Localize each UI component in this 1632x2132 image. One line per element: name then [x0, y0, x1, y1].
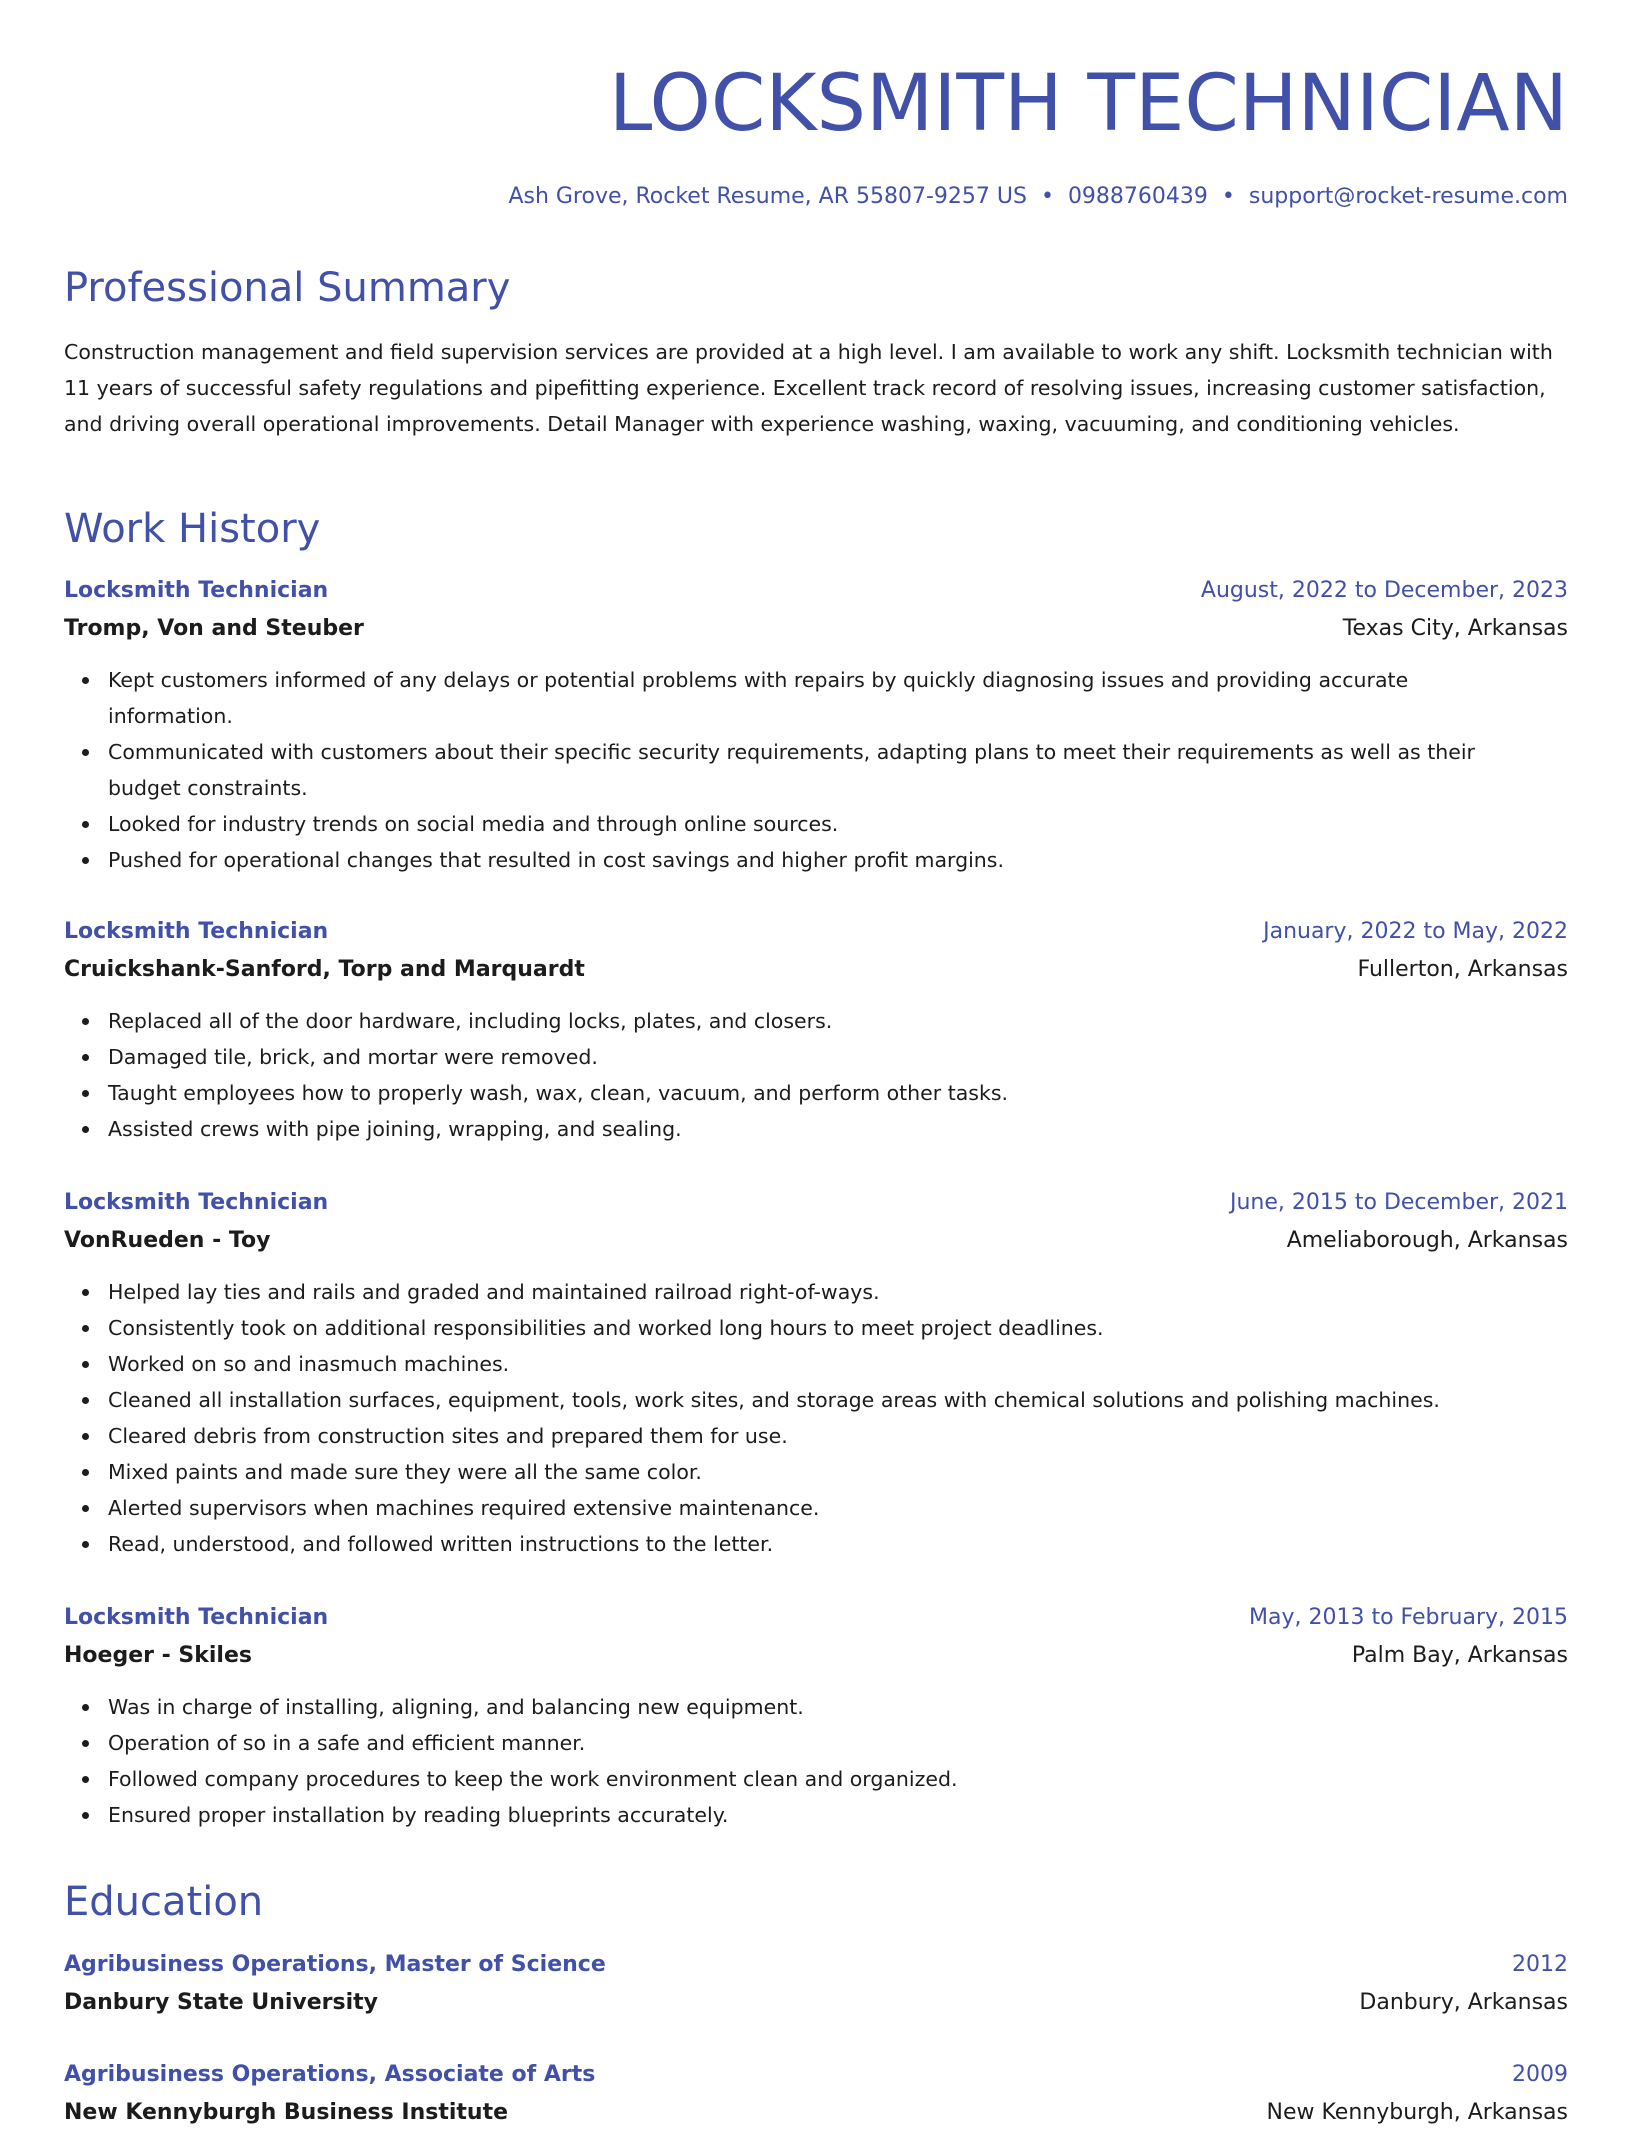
education-school-row — [64, 1984, 1568, 2022]
job-company-row — [64, 1637, 1568, 1675]
job-header-row — [64, 913, 1568, 951]
job-header-row — [64, 572, 1568, 610]
job-bullets — [64, 1003, 1568, 1147]
contact-line — [508, 180, 1568, 214]
job-title: Locksmith Technician — [64, 578, 329, 603]
contact-separator: • — [1040, 184, 1054, 209]
job-bullet: Was in charge of installing, aligning, and balancing new equipment. — [108, 1689, 1568, 1725]
job-title: Locksmith Technician — [64, 919, 329, 944]
job-bullet: Damaged tile, brick, and mortar were removed. — [108, 1039, 1568, 1075]
education-heading: Education — [64, 1879, 264, 1925]
contact-phone: 0988760439 — [1067, 184, 1208, 209]
education-school-row — [64, 2094, 1568, 2132]
education-year: 2012 — [1512, 1952, 1568, 1977]
education-header-row — [64, 2056, 1568, 2094]
education-entry — [64, 2056, 1568, 2132]
job-location: Fullerton, Arkansas — [1357, 957, 1568, 982]
job-bullet: Ensured proper installation by reading blueprints accurately. — [108, 1797, 1568, 1833]
job-bullets — [64, 1689, 1568, 1833]
job-bullet: Operation of so in a safe and efficient manner. — [108, 1725, 1568, 1761]
summary-text: Construction management and field supervision services are provided at a high level. I am available to work any shift. Locksmith technician with 11 years of successful safety regulations and pipefitting experience. Excellent track record of resolving issues, increasing customer satisfaction, and driving overall operational improvements. Detail Manager with experience washing, waxing, vacuuming, and conditioning vehicles. — [64, 340, 1553, 436]
job-bullet: Kept customers informed of any delays or potential problems with repairs by quickly diagnosing issues and providing accurate information. — [108, 662, 1568, 734]
job-title: Locksmith Technician — [64, 1190, 329, 1215]
job-dates: January, 2022 to May, 2022 — [1263, 919, 1568, 944]
job-bullet: Cleaned all installation surfaces, equipment, tools, work sites, and storage areas with chemical solutions and polishing machines. — [108, 1382, 1568, 1418]
job-company: Cruickshank-Sanford, Torp and Marquardt — [64, 957, 585, 982]
contact-separator: • — [1221, 184, 1235, 209]
job-title: Locksmith Technician — [64, 1605, 329, 1630]
job-entry — [64, 913, 1568, 1147]
job-location: Ameliaborough, Arkansas — [1286, 1228, 1568, 1253]
education-location: New Kennyburgh, Arkansas — [1266, 2100, 1568, 2125]
education-degree: Agribusiness Operations, Master of Science — [64, 1952, 606, 1977]
job-dates: August, 2022 to December, 2023 — [1200, 578, 1568, 603]
job-bullet: Cleared debris from construction sites and prepared them for use. — [108, 1418, 1568, 1454]
job-company: Hoeger - Skiles — [64, 1643, 252, 1668]
education-entry — [64, 1946, 1568, 2022]
job-entry — [64, 572, 1568, 878]
job-entry — [64, 1184, 1568, 1562]
education-school: Danbury State University — [64, 1990, 379, 2015]
education-year: 2009 — [1512, 2062, 1568, 2087]
job-bullet: Helped lay ties and rails and graded and maintained railroad right-of-ways. — [108, 1274, 1568, 1310]
job-bullet: Consistently took on additional responsibilities and worked long hours to meet project deadlines. — [108, 1310, 1568, 1346]
education-location: Danbury, Arkansas — [1359, 1990, 1568, 2015]
job-bullet: Followed company procedures to keep the work environment clean and organized. — [108, 1761, 1568, 1797]
job-bullets — [64, 1274, 1568, 1562]
job-company-row — [64, 610, 1568, 648]
education-degree: Agribusiness Operations, Associate of Arts — [64, 2062, 596, 2087]
job-company: Tromp, Von and Steuber — [64, 616, 364, 641]
job-location: Palm Bay, Arkansas — [1351, 1643, 1568, 1668]
job-bullet: Pushed for operational changes that resulted in cost savings and higher profit margins. — [108, 842, 1568, 878]
job-company: VonRueden - Toy — [64, 1228, 271, 1253]
job-entry — [64, 1599, 1568, 1833]
job-header-row — [64, 1184, 1568, 1222]
job-bullet: Mixed paints and made sure they were all the same color. — [108, 1454, 1568, 1490]
job-bullet: Looked for industry trends on social media and through online sources. — [108, 806, 1568, 842]
summary-heading: Professional Summary — [64, 265, 511, 311]
job-dates: May, 2013 to February, 2015 — [1249, 1605, 1568, 1630]
education-header-row — [64, 1946, 1568, 1984]
job-bullet: Worked on so and inasmuch machines. — [108, 1346, 1568, 1382]
job-bullet: Alerted supervisors when machines required extensive maintenance. — [108, 1490, 1568, 1526]
job-company-row — [64, 1222, 1568, 1260]
job-bullet: Read, understood, and followed written instructions to the letter. — [108, 1526, 1568, 1562]
job-dates: June, 2015 to December, 2021 — [1229, 1190, 1568, 1215]
work-history-heading: Work History — [64, 506, 321, 552]
contact-address: Ash Grove, Rocket Resume, AR 55807-9257 US — [508, 184, 1027, 209]
job-bullet: Assisted crews with pipe joining, wrapping, and sealing. — [108, 1111, 1568, 1147]
job-header-row — [64, 1599, 1568, 1637]
job-bullets — [64, 662, 1568, 878]
resume-title: LOCKSMITH TECHNICIAN — [608, 59, 1568, 149]
job-location: Texas City, Arkansas — [1342, 616, 1568, 641]
job-bullet: Taught employees how to properly wash, wax, clean, vacuum, and perform other tasks. — [108, 1075, 1568, 1111]
job-bullet: Replaced all of the door hardware, including locks, plates, and closers. — [108, 1003, 1568, 1039]
education-school: New Kennyburgh Business Institute — [64, 2100, 509, 2125]
job-company-row — [64, 951, 1568, 989]
job-bullet: Communicated with customers about their specific security requirements, adapting plans to meet their requirements as well as their budget constraints. — [108, 734, 1568, 806]
contact-email: support@rocket-resume.com — [1248, 184, 1568, 209]
